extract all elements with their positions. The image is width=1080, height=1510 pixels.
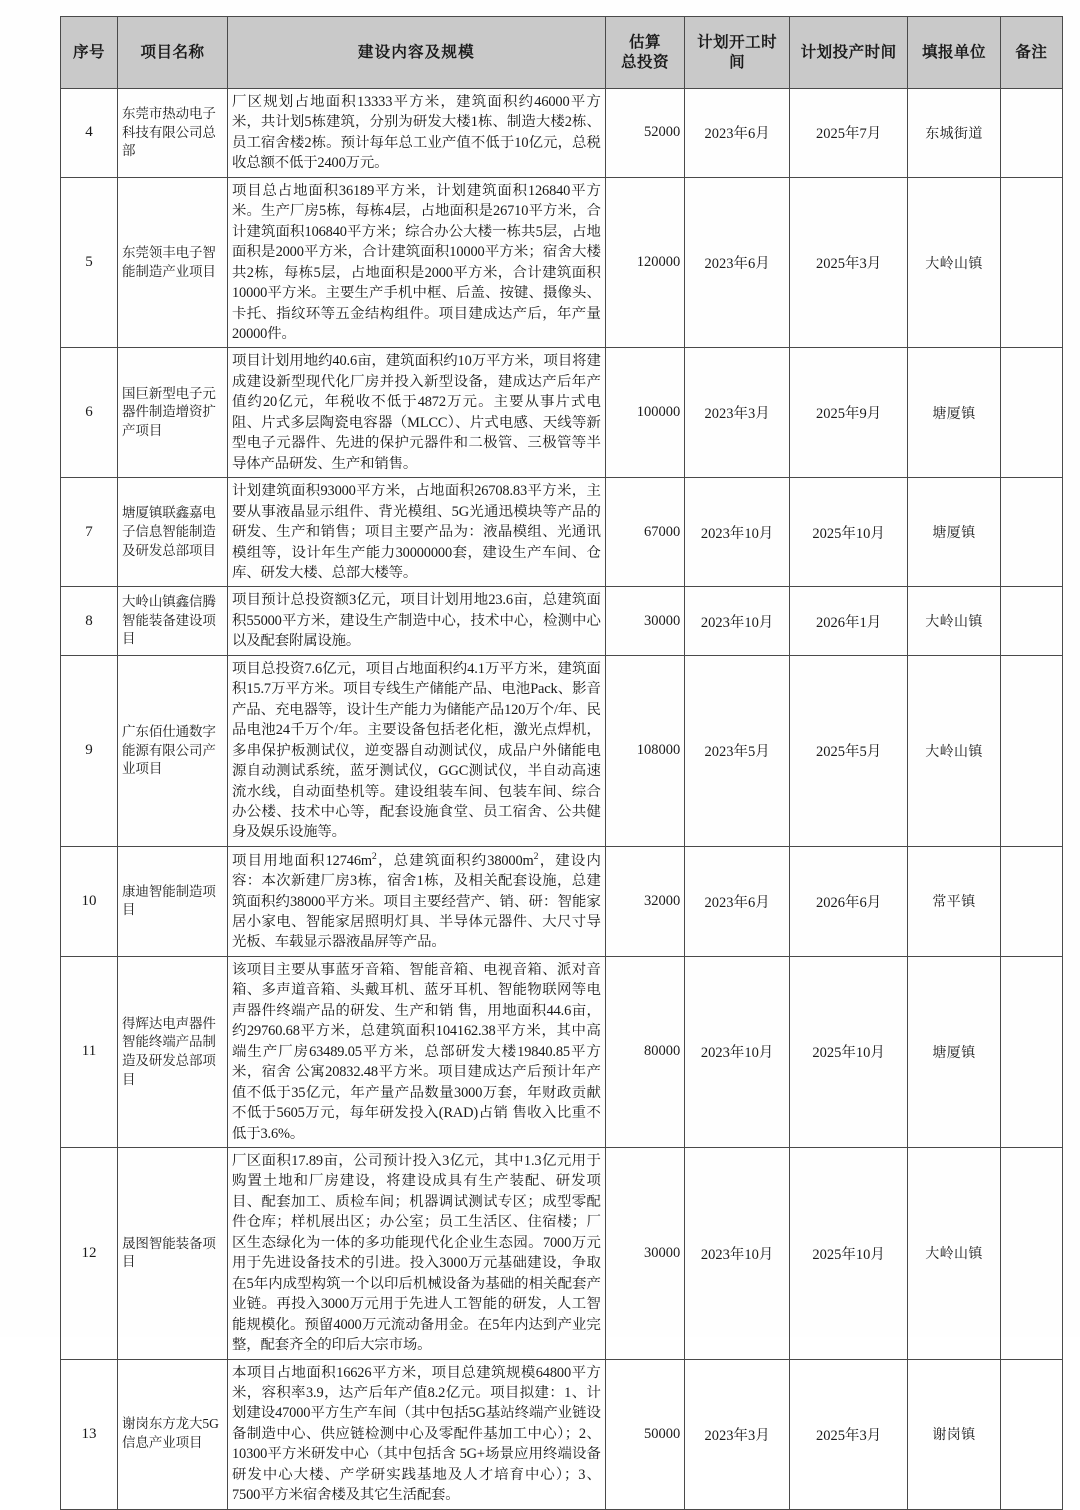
cell-sequence: 7 (61, 478, 118, 587)
cell-remarks (1000, 1359, 1062, 1509)
column-header-project-name: 项目名称 (118, 17, 228, 89)
table-body (61, 89, 1063, 1510)
cell-sequence: 12 (61, 1148, 118, 1360)
cell-description: 厂区面积17.89亩，公司预计投入3亿元，其中1.3亿元用于购置土地和厂房建设，将建设成具有生产装配、研发项目、配套加工、质检车间；机器调试测试专区；成型零配件仓库；样机展出区；办公室；员工生活区、住宿楼；厂区生态绿化为一体的多功能现代化企业生态园。7000万元用于先进设备技术的引进。投入3000万元基础建设，争取在5年内成型构筑一个以印后机械设备为基础的相关配套产业链。再投入3000万元用于先进人工智能的研发，人工智能规模化。预留4000万元流动备用金。在5年内达到产业完整，配套齐全的印后大宗市场。 (227, 1148, 605, 1360)
cell-investment: 50000 (605, 1359, 684, 1509)
cell-project-name: 东莞领丰电子智能制造产业项目 (118, 177, 228, 348)
cell-start-time: 2023年10月 (685, 956, 790, 1147)
cell-investment: 108000 (605, 655, 684, 846)
cell-start-time: 2023年6月 (685, 177, 790, 348)
cell-description: 项目总投资7.6亿元，项目占地面积约4.1万平方米，建筑面积15.7万平方米。项目专线生产储能产品、电池Pack、影音产品、充电器等，设计生产能力为储能产品120万个/年、民品电池24千万个/年。主要设备包括老化柜，激光点焊机，多串保护板测试仪，逆变器自动测试仪，成品户外储能电源自动测试系统，蓝牙测试仪，GGC测试仪，半自动高速流水线，自动面垫机等。建设组装车间、包装车间、综合办公楼、技术中心等，配套设施食堂、员工宿舍、公共健身及娱乐设施等。 (227, 655, 605, 846)
cell-production-time: 2025年5月 (790, 655, 908, 846)
cell-description: 厂区规划占地面积13333平方米，建筑面积约46000平方米，共计划5栋建筑，分别为研发大楼1栋、制造大楼2栋、员工宿舍楼2栋。预计每年总工业产值不低于10亿元，总税收总额不低于2400万元。 (227, 89, 605, 178)
cell-description: 项目总占地面积36189平方米，计划建筑面积126840平方米。生产厂房5栋，每栋4层，占地面积是26710平方米，合计建筑面积106840平方米；综合办公大楼一栋共5层，占地面积是2000平方米，合计建筑面积10000平方米；宿舍大楼共2栋，每栋5层，占地面积是2000平方米，合计建筑面积10000平方米。主要生产手机中框、后盖、按键、摄像头、卡托、指纹环等五金结构组件。项目建成达产后，年产量20000件。 (227, 177, 605, 348)
cell-production-time: 2025年7月 (790, 89, 908, 178)
cell-sequence: 4 (61, 89, 118, 178)
cell-sequence: 10 (61, 846, 118, 956)
cell-remarks (1000, 846, 1062, 956)
cell-description: 计划建筑面积93000平方米，占地面积26708.83平方米，主要从事液晶显示组件、背光模组、5G光通迅模块等产品的研发、生产和销售；项目主要产品为：液晶模组、光通讯模组等，设计年生产能力30000000套，建设生产车间、仓库、研发大楼、总部大楼等。 (227, 478, 605, 587)
cell-investment: 100000 (605, 348, 684, 478)
cell-sequence: 5 (61, 177, 118, 348)
project-investment-table (60, 16, 1063, 1510)
cell-remarks (1000, 587, 1062, 655)
cell-investment: 120000 (605, 177, 684, 348)
cell-production-time: 2025年3月 (790, 1359, 908, 1509)
cell-start-time: 2023年5月 (685, 655, 790, 846)
table-row (61, 1359, 1063, 1509)
cell-start-time: 2023年10月 (685, 587, 790, 655)
cell-reporting-unit: 大岭山镇 (908, 177, 1001, 348)
table-row (61, 956, 1063, 1147)
cell-sequence: 9 (61, 655, 118, 846)
cell-reporting-unit: 塘厦镇 (908, 956, 1001, 1147)
cell-production-time: 2025年10月 (790, 1148, 908, 1360)
cell-reporting-unit: 大岭山镇 (908, 587, 1001, 655)
cell-investment: 67000 (605, 478, 684, 587)
cell-project-name: 晟图智能装备项目 (118, 1148, 228, 1360)
cell-project-name: 广东佰仕通数字能源有限公司产业项目 (118, 655, 228, 846)
cell-investment: 32000 (605, 846, 684, 956)
cell-remarks (1000, 177, 1062, 348)
cell-reporting-unit: 塘厦镇 (908, 348, 1001, 478)
table-row (61, 846, 1063, 956)
column-header-remarks: 备注 (1000, 17, 1062, 89)
cell-remarks (1000, 1148, 1062, 1360)
column-header-description: 建设内容及规模 (227, 17, 605, 89)
table-row (61, 587, 1063, 655)
cell-project-name: 塘厦镇联鑫嘉电子信息智能制造及研发总部项目 (118, 478, 228, 587)
column-header-production-time: 计划投产时间 (790, 17, 908, 89)
cell-description: 项目预计总投资额3亿元，项目计划用地23.6亩，总建筑面积55000平方米，建设生产制造中心，技术中心，检测中心以及配套附属设施。 (227, 587, 605, 655)
column-header-start-time: 计划开工时间 (685, 17, 790, 89)
cell-sequence: 13 (61, 1359, 118, 1509)
column-header-investment-line2: 总投资 (620, 53, 669, 71)
cell-investment: 30000 (605, 1148, 684, 1360)
cell-project-name: 康迪智能制造项目 (118, 846, 228, 956)
cell-reporting-unit: 大岭山镇 (908, 655, 1001, 846)
cell-production-time: 2025年9月 (790, 348, 908, 478)
cell-project-name: 大岭山镇鑫信腾智能装备建设项目 (118, 587, 228, 655)
table-header (61, 17, 1063, 89)
cell-sequence: 8 (61, 587, 118, 655)
cell-production-time: 2025年10月 (790, 478, 908, 587)
cell-description: 项目计划用地约40.6亩，建筑面积约10万平方米，项目将建成建设新型现代化厂房并投入新型设备，建成达产后年产值约20亿元，年税收不低于4872万元。主要从事片式电阻、片式多层陶瓷电容器（MLCC）、片式电感、天线等新型电子元器件、先进的保护元器件和二极管、三极管等半导体产品研发、生产和销售。 (227, 348, 605, 478)
cell-project-name: 得辉达电声器件智能终端产品制造及研发总部项目 (118, 956, 228, 1147)
cell-reporting-unit: 谢岗镇 (908, 1359, 1001, 1509)
cell-production-time: 2025年10月 (790, 956, 908, 1147)
cell-investment: 30000 (605, 587, 684, 655)
cell-sequence: 11 (61, 956, 118, 1147)
column-header-reporting-unit: 填报单位 (908, 17, 1001, 89)
cell-start-time: 2023年3月 (685, 1359, 790, 1509)
cell-remarks (1000, 655, 1062, 846)
cell-start-time: 2023年10月 (685, 478, 790, 587)
cell-description: 本项目占地面积16626平方米，项目总建筑规模64800平方米，容积率3.9，达产后年产值8.2亿元。项目拟建：1、计划建设47000平方生产车间（其中包括5G基站终端产业链设备制造中心、供应链检测中心及零配件基加工中心）；2、10300平方米研发中心（其中包括含 5G+场景应用终端设备研发中心大楼、产学研实践基地及人才培育中心）；3、7500平方米宿舍楼及其它生活配套。 (227, 1359, 605, 1509)
table-row (61, 655, 1063, 846)
header-row (61, 17, 1063, 89)
table-row (61, 348, 1063, 478)
table-row (61, 478, 1063, 587)
cell-remarks (1000, 478, 1062, 587)
column-header-investment (605, 17, 684, 89)
cell-reporting-unit: 塘厦镇 (908, 478, 1001, 587)
cell-production-time: 2026年1月 (790, 587, 908, 655)
cell-description: 该项目主要从事蓝牙音箱、智能音箱、电视音箱、派对音箱、多声道音箱、头戴耳机、蓝牙耳机、智能物联网等电声器件终端产品的研发、生产和销 售，用地面积44.6亩，约29760.68平方米，总建筑面积104162.38平方米，其中高端生产厂房63489.05平方米，总部研发大楼19840.85平方米，宿舍 公寓20832.48平方米。项目建成达产后预计年产值不低于35亿元，年产量产品数量3000万套，年财政贡献不低于5605万元，每年研发投入(RAD)占销 售收入比重不低于3.6%。 (227, 956, 605, 1147)
cell-remarks (1000, 348, 1062, 478)
cell-start-time: 2023年6月 (685, 89, 790, 178)
cell-reporting-unit: 常平镇 (908, 846, 1001, 956)
table-row (61, 89, 1063, 178)
cell-project-name: 国巨新型电子元器件制造增资扩产项目 (118, 348, 228, 478)
cell-description: 项目用地面积$12746m^2$，总建筑面积约$38000m^2$，建设内容：本次新建厂房3栋，宿舍1栋，及相关配套设施，总建筑面积约38000平方米。项目主要经营产、销、研：智能家居小家电、智能家居照明灯具、半导体元器件、大尺寸导光板、车载显示器液晶屏等产品。 (227, 846, 605, 956)
table-row (61, 177, 1063, 348)
cell-investment: 80000 (605, 956, 684, 1147)
column-header-investment-line1: 估算 (628, 34, 661, 52)
column-header-sequence: 序号 (61, 17, 118, 89)
cell-remarks (1000, 89, 1062, 178)
cell-start-time: 2023年10月 (685, 1148, 790, 1360)
cell-remarks (1000, 956, 1062, 1147)
cell-production-time: 2025年3月 (790, 177, 908, 348)
cell-production-time: 2026年6月 (790, 846, 908, 956)
cell-reporting-unit: 东城街道 (908, 89, 1001, 178)
cell-sequence: 6 (61, 348, 118, 478)
cell-start-time: 2023年6月 (685, 846, 790, 956)
cell-start-time: 2023年3月 (685, 348, 790, 478)
cell-investment: 52000 (605, 89, 684, 178)
cell-project-name: 谢岗东方龙大5G信息产业项目 (118, 1359, 228, 1509)
cell-reporting-unit: 大岭山镇 (908, 1148, 1001, 1360)
cell-project-name: 东莞市热动电子科技有限公司总部 (118, 89, 228, 178)
table-row (61, 1148, 1063, 1360)
